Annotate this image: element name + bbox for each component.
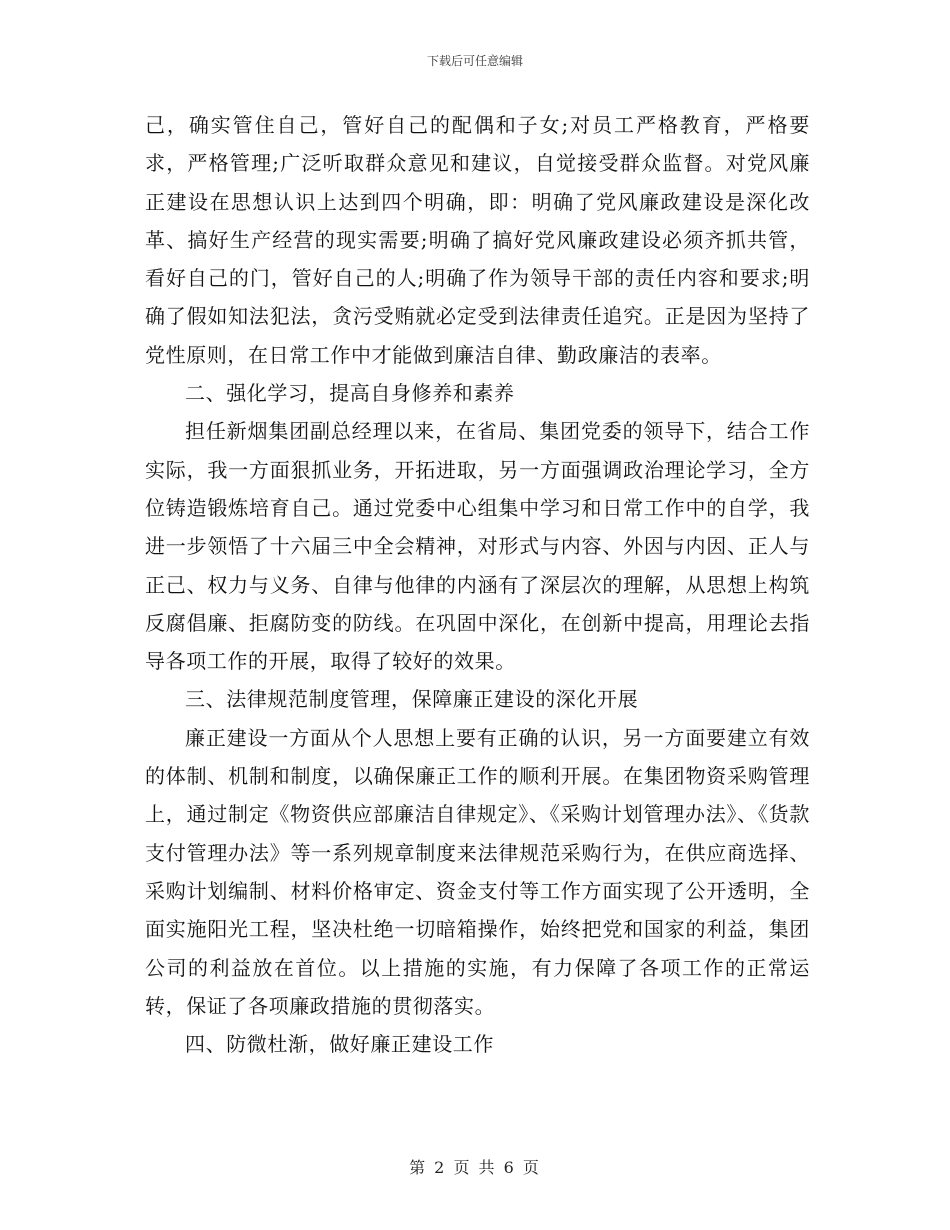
paragraph-study: 担任新烟集团副总经理以来，在省局、集团党委的领导下，结合工作实际，我一方面狠抓业务，开拓进取，另一方面强调政治理论学习，全方位铸造锻炼培育自己。通过党委中心组集中学习和日常工作中的自学，我进一步领悟了十六届三中全会精神，对形式与内容、外因与内因、正人与正己、权力与义务、自律与他律的内涵有了深层次的理解，从思想上构筑反腐倡廉、拒腐防变的防线。在巩固中深化，在创新中提高，用理论去指导各项工作的开展，取得了较好的效果。 <box>145 419 810 674</box>
page-number-footer: 第 2 页 共 6 页 <box>409 1158 541 1177</box>
section-heading-2: 二、强化学习，提高自身修养和素养 <box>185 381 515 406</box>
paragraph-regulations: 廉正建设一方面从个人思想上要有正确的认识，另一方面要建立有效的体制、机制和制度，以确保廉正工作的顺利开展。在集团物资采购管理上，通过制定《物资供应部廉洁自律规定》、《采购计划管理办法》、《货款支付管理办法》等一系列规章制度来法律规范采购行为，在供应商选择、采购计划编制、材料价格审定、资金支付等工作方面实现了公开透明，全面实施阳光工程，坚决杜绝一切暗箱操作，始终把党和国家的利益，集团公司的利益放在首位。以上措施的实施，有力保障了各项工作的正常运转，保证了各项廉政措施的贯彻落实。 <box>145 725 810 1018</box>
paragraph-continuation: 己，确实管住自己，管好自己的配偶和子女;对员工严格教育，严格要求，严格管理;广泛听取群众意见和建议，自觉接受群众监督。对党风廉正建设在思想认识上达到四个明确，即：明确了党风廉政建设是深化改革、搞好生产经营的现实需要;明确了搞好党风廉政建设必须齐抓共管，看好自己的门，管好自己的人;明确了作为领导干部的责任内容和要求;明确了假如知法犯法，贪污受贿就必定受到法律责任追究。正是因为坚持了党性原则，在日常工作中才能做到廉洁自律、勤政廉洁的表率。 <box>145 113 811 367</box>
section-heading-3: 三、法律规范制度管理，保障廉正建设的深化开展 <box>185 687 639 712</box>
section-heading-4: 四、防微杜渐，做好廉正建设工作 <box>185 1032 494 1057</box>
document-body <box>145 106 810 1063</box>
page-header-note: 下载后可任意编辑 <box>426 54 523 68</box>
